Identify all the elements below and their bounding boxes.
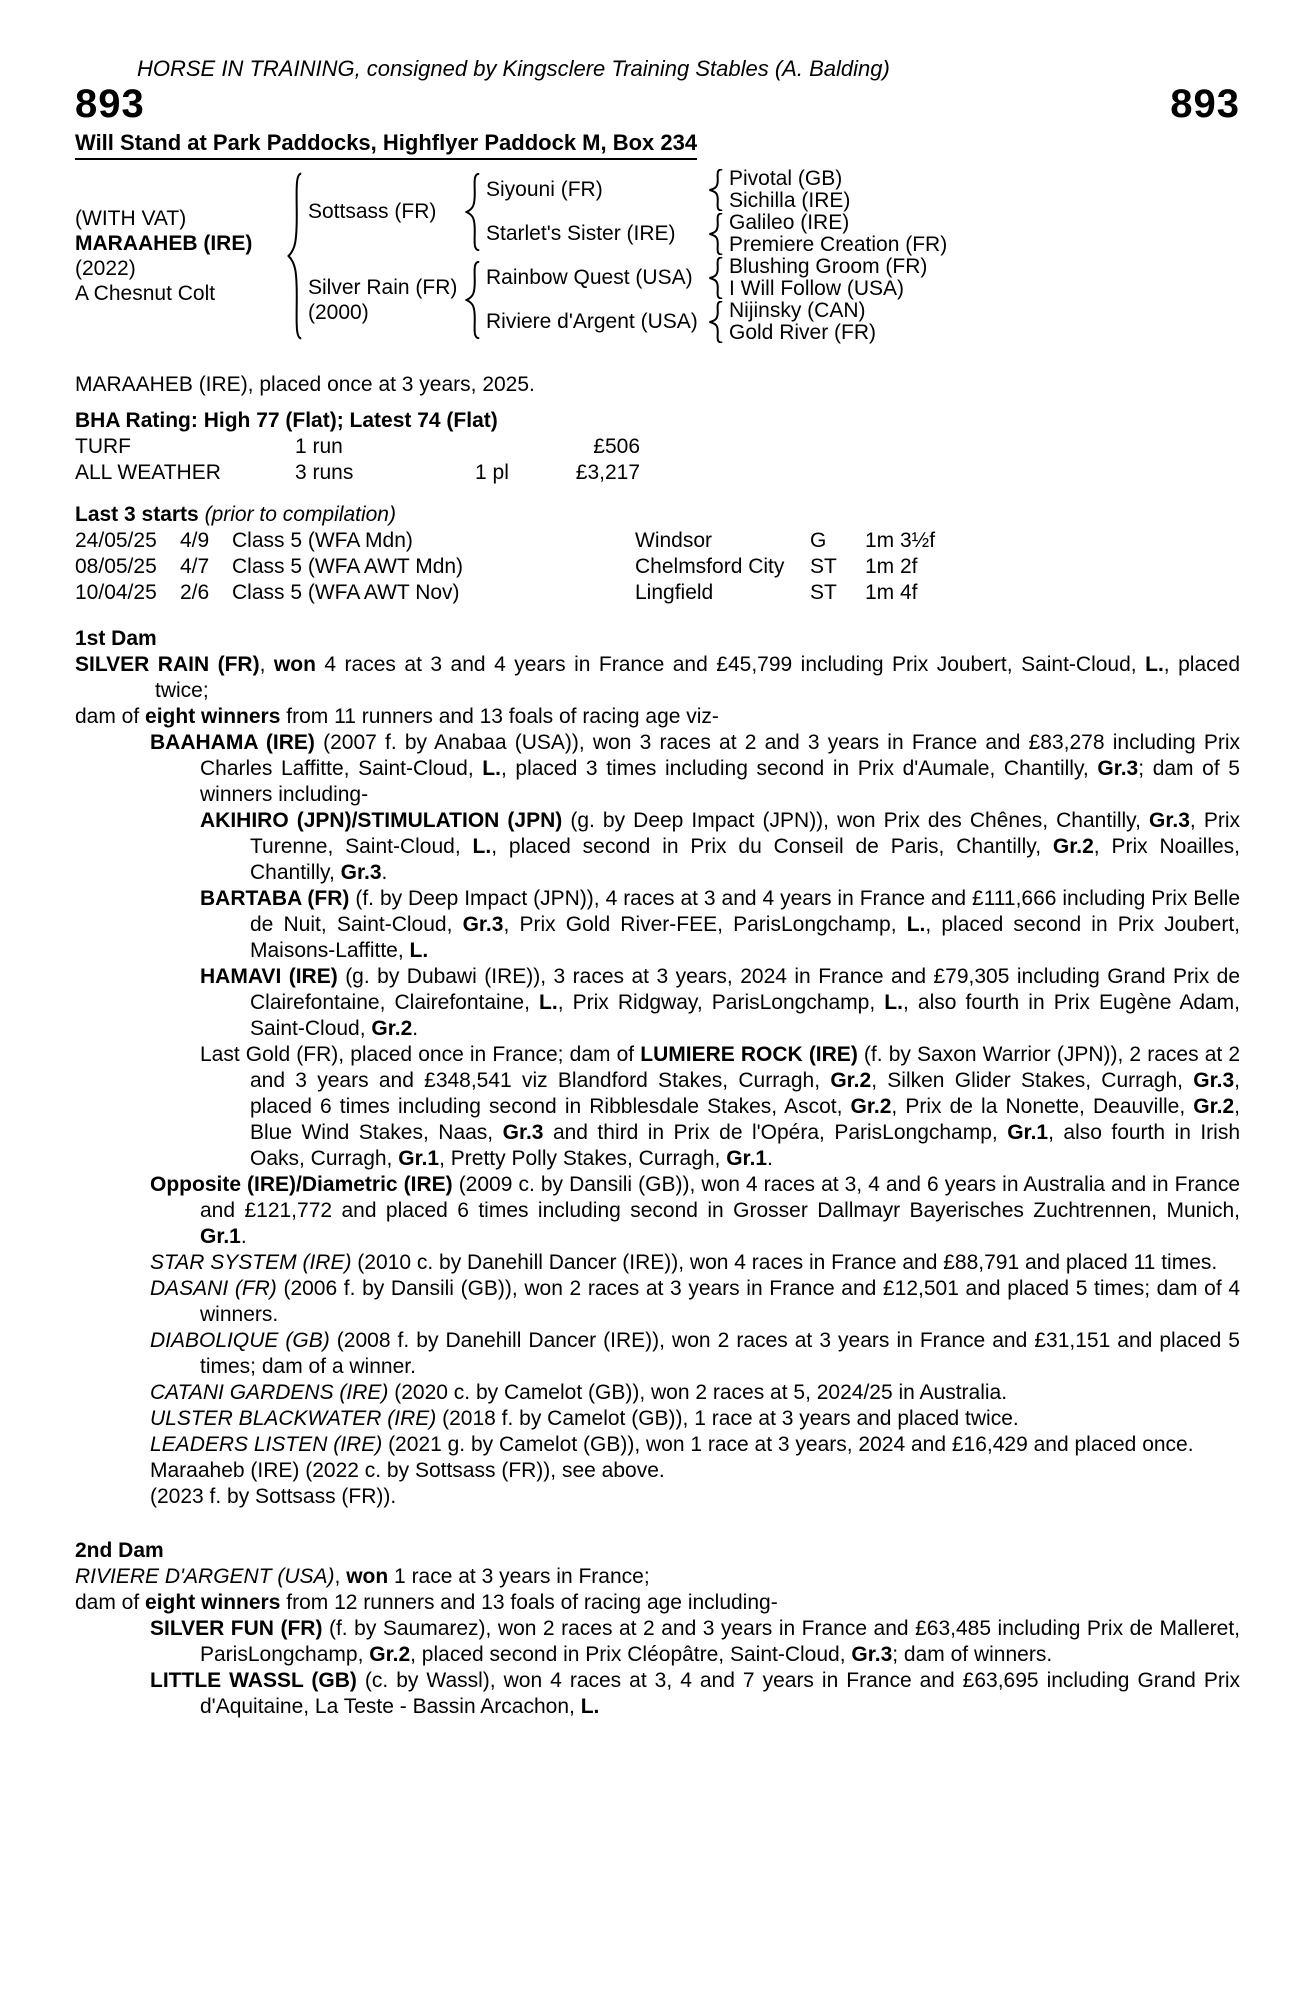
race-cell: Class 5 (WFA Mdn) — [232, 529, 413, 552]
lot-number-row — [75, 82, 1240, 126]
dam-name: Silver Rain (FR) — [308, 276, 458, 299]
pedigree-ancestor: Pivotal (GB) — [729, 167, 843, 190]
first-dam-section — [75, 626, 1240, 1510]
venue-cell: Chelmsford City — [635, 555, 785, 578]
distance-cell: 1m 4f — [865, 581, 918, 604]
catalogue-paragraph: LITTLE WASSL (GB) (c. by Wassl), won 4 races at 3, 4 and 7 years in France and £63,695 including Grand Prix d'Aquitaine, La Teste - Bassin Arcachon, L. — [150, 1669, 1240, 1718]
pedigree-ancestor: Blushing Groom (FR) — [729, 255, 928, 278]
date-cell: 08/05/25 — [75, 555, 157, 578]
catalogue-paragraph: LEADERS LISTEN (IRE) (2021 g. by Camelot (GB)), won 1 race at 3 years, 2024 and £16,429 and placed once. — [150, 1433, 1194, 1456]
venue-cell: Windsor — [635, 529, 713, 552]
date-cell: 24/05/25 — [75, 529, 157, 552]
catalogue-paragraph: HAMAVI (IRE) (g. by Dubawi (IRE)), 3 races at 3 years, 2024 in France and £79,305 including Grand Prix de Clairefontaine, Clairefontaine, L., Prix Ridgway, ParisLongchamp, L., also fourth in Prix Eugène Adam, Saint-Cloud, Gr.2. — [200, 965, 1241, 1040]
pedigree-brace-pair — [701, 212, 729, 256]
pedigree-brace-sire — [458, 168, 486, 256]
horse-identity-block — [75, 206, 280, 306]
last-starts-table — [75, 528, 1240, 606]
pedigree-ancestor: Nijinsky (CAN) — [729, 299, 866, 322]
runs-cell: 3 runs — [295, 461, 354, 484]
placings-cell: 1 pl — [475, 461, 509, 484]
brace-icon — [708, 257, 723, 299]
surface-cell: ALL WEATHER — [75, 461, 221, 484]
lot-number-right: 893 — [1170, 82, 1240, 126]
catalogue-paragraph: BAAHAMA (IRE) (2007 f. by Anabaa (USA)), won 3 races at 2 and 3 years in France and £83,278 including Prix Charles Laffitte, Saint-Cloud, L., placed 3 times including second in Prix d'Aumale, Chantilly, Gr.3; dam of 5 winners including- — [150, 731, 1240, 806]
distance-cell: 1m 2f — [865, 555, 918, 578]
pedigree-ancestor: Siyouni (FR) — [486, 178, 603, 201]
consignor-line: HORSE IN TRAINING, consigned by Kingsclere Training Stables (A. Balding) — [137, 56, 890, 81]
sire-name: Sottsass (FR) — [308, 200, 437, 223]
pedigree-ancestor: Starlet's Sister (IRE) — [486, 222, 676, 245]
surface-cell: TURF — [75, 435, 131, 458]
catalogue-paragraph: dam of eight winners from 11 runners and 13 foals of racing age viz- — [75, 705, 719, 728]
catalogue-paragraph: SILVER FUN (FR) (f. by Saumarez), won 2 races at 2 and 3 years in France and £63,485 including Prix de Malleret, ParisLongchamp, Gr.2, placed second in Prix Cléopâtre, Saint-Cloud, Gr.3; dam of winners. — [150, 1617, 1241, 1666]
pedigree-brace-pair — [701, 256, 729, 300]
horse-description: A Chesnut Colt — [75, 282, 216, 305]
date-cell: 10/04/25 — [75, 581, 157, 604]
pedigree-ancestor: Rainbow Quest (USA) — [486, 266, 693, 289]
catalogue-paragraph: DASANI (FR) (2006 f. by Dansili (GB)), won 2 races at 3 years in France and £12,501 and placed 5 times; dam of 4 winners. — [150, 1277, 1241, 1326]
placings-cell — [475, 434, 540, 460]
dam-year: (2000) — [308, 301, 369, 324]
venue-cell: Lingfield — [635, 581, 714, 604]
brace-icon — [708, 169, 723, 211]
section-paragraphs — [75, 652, 1240, 1510]
bha-rating: BHA Rating: High 77 (Flat); Latest 74 (Flat) — [75, 409, 498, 432]
earnings-cell: £3,217 — [575, 461, 640, 484]
pedigree-ancestor: Gold River (FR) — [729, 321, 877, 344]
position-cell: 4/7 — [180, 555, 210, 578]
catalogue-paragraph: dam of eight winners from 12 runners and 13 foals of racing age including- — [75, 1591, 778, 1614]
last-starts-heading — [75, 502, 1240, 528]
pedigree-ancestor: Riviere d'Argent (USA) — [486, 310, 698, 333]
catalogue-paragraph: DIABOLIQUE (GB) (2008 f. by Danehill Dancer (IRE)), won 2 races at 3 years in France and £31,151 and placed 5 times; dam of a winner. — [150, 1329, 1240, 1378]
pedigree-table — [75, 168, 1240, 344]
distance-cell: 1m 3½f — [865, 529, 936, 552]
catalogue-paragraph: ULSTER BLACKWATER (IRE) (2018 f. by Camelot (GB)), 1 race at 3 years and placed twice. — [150, 1407, 1019, 1430]
catalogue-paragraph: BARTABA (FR) (f. by Deep Impact (JPN)), 4 races at 3 and 4 years in France and £111,666 including Prix Belle de Nuit, Saint-Cloud, Gr.3, Prix Gold River-FEE, ParisLongchamp, L., placed second in Prix Joubert, Maisons-Laffitte, L. — [200, 887, 1241, 962]
catalogue-paragraph: SILVER RAIN (FR), won 4 races at 3 and 4 years in France and £45,799 including Prix Joubert, Saint-Cloud, L., placed twice; — [75, 653, 1240, 702]
stand-location-line — [75, 130, 1240, 160]
catalogue-paragraph: Last Gold (FR), placed once in France; dam of LUMIERE ROCK (IRE) (f. by Saxon Warrior (JPN)), 2 races at 2 and 3 years and £348,541 viz Blandford Stakes, Curragh, Gr.2, Silken Glider Stakes, Curragh, Gr.3, placed 6 times including second in Ribblesdale Stakes, Ascot, Gr.2, Prix de la Nonette, Deauville, Gr.2, Blue Wind Stakes, Naas, Gr.3 and third in Prix de l'Opéra, ParisLongchamp, Gr.1, also fourth in Irish Oaks, Curragh, Gr.1, Pretty Polly Stakes, Curragh, Gr.1. — [200, 1043, 1241, 1170]
pedigree-brace-pair — [701, 300, 729, 344]
catalogue-paragraph: Maraaheb (IRE) (2022 c. by Sottsass (FR)), see above. — [150, 1459, 665, 1482]
section-heading: 1st Dam — [75, 627, 157, 650]
pedigree-ancestor: I Will Follow (USA) — [729, 277, 905, 300]
lot-number-left: 893 — [75, 82, 145, 126]
section-heading: 2nd Dam — [75, 1539, 164, 1562]
catalogue-paragraph: (2023 f. by Sottsass (FR)). — [150, 1485, 397, 1508]
race-record-block — [75, 372, 1240, 486]
brace-icon — [708, 213, 723, 255]
section-paragraphs — [75, 1564, 1240, 1720]
earnings-cell: £506 — [593, 435, 640, 458]
pedigree-ancestor: Premiere Creation (FR) — [729, 233, 948, 256]
second-dam-section — [75, 1538, 1240, 1720]
going-cell: ST — [810, 581, 837, 604]
stand-location-text: Will Stand at Park Paddocks, Highflyer Paddock M, Box 234 — [75, 130, 697, 160]
last-starts-title: Last 3 starts — [75, 503, 199, 526]
position-cell: 4/9 — [180, 529, 210, 552]
brace-icon — [287, 172, 302, 340]
position-cell: 2/6 — [180, 581, 210, 604]
pedigree-brace-main — [280, 168, 308, 344]
going-cell: ST — [810, 555, 837, 578]
dam-block — [308, 275, 458, 325]
brace-icon — [465, 173, 480, 251]
race-cell: Class 5 (WFA AWT Nov) — [232, 581, 460, 604]
catalogue-paragraph: CATANI GARDENS (IRE) (2020 c. by Camelot (GB)), won 2 races at 5, 2024/25 in Australia. — [150, 1381, 1008, 1404]
race-cell: Class 5 (WFA AWT Mdn) — [232, 555, 464, 578]
race-record-table — [75, 434, 1240, 486]
catalogue-paragraph: Opposite (IRE)/Diametric (IRE) (2009 c. by Dansili (GB)), won 4 races at 3, 4 and 6 years in Australia and in France and £121,772 and placed 6 times including second in Grosser Dallmayr Bayerisches Zuchtrennen, Munich, Gr.1. — [150, 1173, 1240, 1248]
pedigree-brace-dam — [458, 256, 486, 344]
horse-year: (2022) — [75, 257, 136, 280]
runs-cell: 1 run — [295, 435, 343, 458]
last-starts-block — [75, 502, 1240, 606]
catalogue-paragraph: STAR SYSTEM (IRE) (2010 c. by Danehill Dancer (IRE)), won 4 races in France and £88,791 and placed 11 times. — [150, 1251, 1218, 1274]
vat-note: (WITH VAT) — [75, 207, 187, 230]
brace-icon — [708, 301, 723, 343]
race-summary: MARAAHEB (IRE), placed once at 3 years, 2025. — [75, 373, 535, 396]
pedigree-brace-pair — [701, 168, 729, 212]
going-cell: G — [810, 529, 827, 552]
catalogue-paragraph: AKIHIRO (JPN)/STIMULATION (JPN) (g. by Deep Impact (JPN)), won Prix des Chênes, Chantilly, Gr.3, Prix Turenne, Saint-Cloud, L., placed second in Prix du Conseil de Paris, Chantilly, Gr.2, Prix Noailles, Chantilly, Gr.3. — [200, 809, 1241, 884]
pedigree-ancestor: Galileo (IRE) — [729, 211, 850, 234]
horse-name: MARAAHEB (IRE) — [75, 232, 253, 255]
pedigree-ancestor: Sichilla (IRE) — [729, 189, 851, 212]
brace-icon — [465, 261, 480, 339]
last-starts-subtitle: (prior to compilation) — [204, 503, 396, 526]
catalogue-paragraph: RIVIERE D'ARGENT (USA), won 1 race at 3 years in France; — [75, 1565, 650, 1588]
